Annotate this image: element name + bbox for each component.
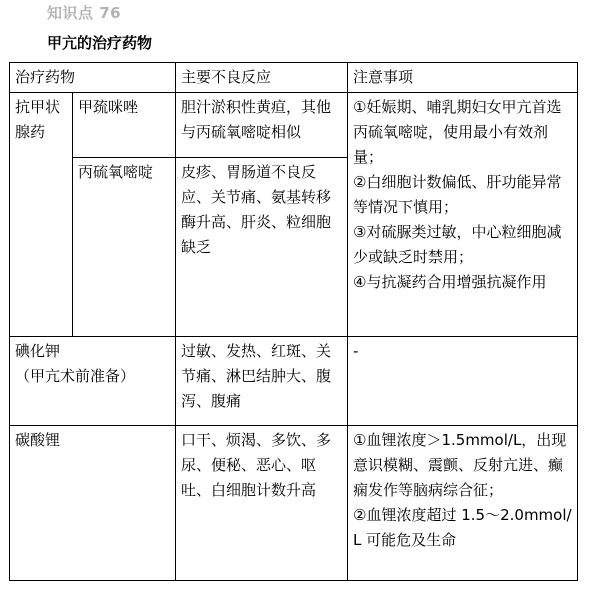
note-line: ②白细胞计数偏低、肝功能异常等情况下慎用； [353, 173, 562, 216]
section-title: 甲亢的治疗药物 [47, 34, 153, 52]
drug-cell-potassium-iodide: 碘化钾 （甲亢术前准备） [10, 337, 176, 426]
note-line: ③对硫脲类过敏，中心粒细胞减少或缺乏时禁用； [353, 223, 562, 266]
header-cell-adverse: 主要不良反应 [176, 63, 348, 93]
adverse-cell-potassium-iodide: 过敏、发热、红斑、关节痛、淋巴结肿大、腹泻、腹痛 [176, 337, 348, 426]
notes-cell-lithium-carbonate [348, 426, 578, 581]
drug-cell-propylthiouracil: 丙硫氧嘧啶 [73, 158, 176, 337]
note-line: ②血锂浓度超过 1.5～2.0mmol/L 可能危及生命 [353, 506, 572, 549]
table-row [10, 337, 578, 426]
table-header-row [10, 63, 578, 93]
note-line: ①血锂浓度＞1.5mmol/L，出现意识模糊、震颤、反射亢进、癫痫发作等脑病综合征； [353, 431, 567, 499]
adverse-cell-methimazole: 胆汁淤积性黄疸，其他与丙硫氧嘧啶相似 [176, 93, 348, 158]
group-cell-antithyroid: 抗甲状腺药 [10, 93, 73, 337]
drug-cell-methimazole: 甲巯咪唑 [73, 93, 176, 158]
header-cell-notes: 注意事项 [348, 63, 578, 93]
note-line: ④与抗凝药合用增强抗凝作用 [353, 273, 547, 291]
header-cell-drug: 治疗药物 [10, 63, 176, 93]
adverse-cell-lithium-carbonate: 口干、烦渴、多饮、多尿、便秘、恶心、呕吐、白细胞计数升高 [176, 426, 348, 581]
table-row [10, 426, 578, 581]
note-line: ①妊娠期、哺乳期妇女甲亢首选丙硫氧嘧啶，使用最小有效剂量； [353, 98, 562, 166]
table-row [10, 93, 578, 158]
knowledge-point-label: 知识点 76 [47, 4, 122, 22]
drug-cell-lithium-carbonate: 碳酸锂 [10, 426, 176, 581]
drug-table [9, 62, 578, 581]
adverse-cell-propylthiouracil: 皮疹、胃肠道不良反应、关节痛、氨基转移酶升高、肝炎、粒细胞缺乏 [176, 158, 348, 337]
notes-cell-potassium-iodide: - [348, 337, 578, 426]
notes-cell-antithyroid [348, 93, 578, 337]
